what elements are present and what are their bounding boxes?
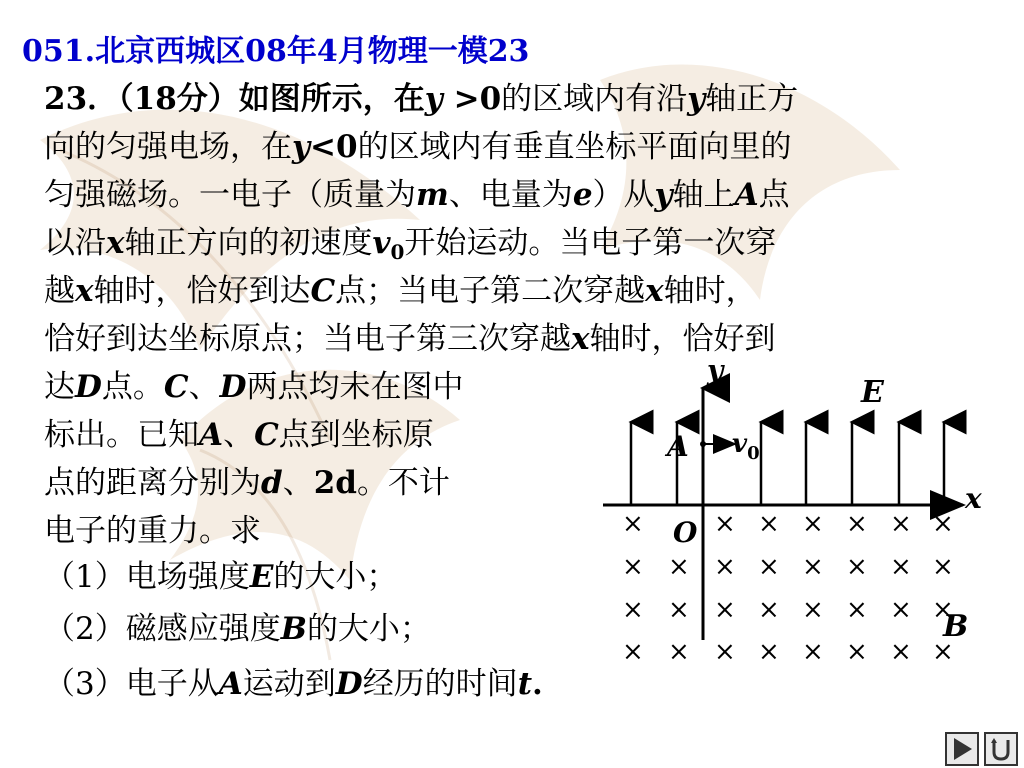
field-diagram [595, 360, 995, 670]
question-2: （2）磁感应强度B的大小； [44, 611, 431, 647]
question-1: （1）电场强度E的大小； [44, 559, 398, 595]
problem-line-9: 点的距离分别为d、2d。不计 [44, 465, 450, 501]
b-field-cross: × [890, 552, 912, 582]
b-field-cross: × [714, 509, 736, 539]
b-field-cross: × [932, 637, 954, 667]
b-field-cross: × [758, 552, 780, 582]
b-field-cross: × [802, 552, 824, 582]
problem-line-2: 向的匀强电场，在y<0的区域内有垂直坐标平面向里的 [44, 129, 792, 165]
b-field-cross: × [622, 552, 644, 582]
b-field-cross: × [846, 552, 868, 582]
b-field-cross: × [846, 637, 868, 667]
b-field-cross: × [802, 637, 824, 667]
b-field-label: B [943, 609, 969, 644]
b-field-cross: × [714, 595, 736, 625]
b-field-cross: × [932, 552, 954, 582]
b-field-cross: × [668, 595, 690, 625]
b-field-cross: × [714, 637, 736, 667]
b-field-cross: × [758, 595, 780, 625]
problem-line-8: 标出。已知A、C点到坐标原 [44, 417, 434, 453]
question-3: （3）电子从A运动到D经历的时间t. [44, 666, 543, 702]
b-field-cross: × [714, 552, 736, 582]
play-button[interactable] [945, 732, 979, 766]
problem-line-1: 23．（18分）如图所示，在y >0的区域内有沿y轴正方 [44, 81, 799, 117]
problem-line-7: 达D点。C、D两点均未在图中 [44, 369, 464, 405]
b-field-cross: × [622, 595, 644, 625]
problem-line-4: 以沿x轴正方向的初速度$v_0$开始运动。当电子第一次穿 [44, 225, 777, 264]
play-triangle-icon [947, 734, 977, 764]
b-field-cross: × [622, 637, 644, 667]
return-button[interactable] [984, 732, 1018, 766]
origin-label: O [673, 516, 698, 549]
b-field-cross: × [890, 509, 912, 539]
b-field-cross: × [932, 509, 954, 539]
b-field-cross: × [802, 595, 824, 625]
point-a-label: A [667, 430, 689, 463]
velocity-label: $v_0$ [732, 429, 760, 464]
b-field-cross: × [668, 552, 690, 582]
return-u-icon [986, 734, 1016, 764]
magnetic-field-crosses [622, 509, 954, 667]
problem-line-10: 电子的重力。求 [44, 513, 261, 549]
page-title: 051.北京西城区08年4月物理一模23 [22, 34, 530, 69]
problem-line-5: 越x轴时，恰好到达C点；当电子第二次穿越x轴时， [44, 273, 757, 309]
b-field-cross: × [758, 509, 780, 539]
b-field-cross: × [932, 595, 954, 625]
b-field-cross: × [802, 509, 824, 539]
problem-line-3: 匀强磁场。一电子（质量为m、电量为e）从y轴上A点 [44, 177, 790, 213]
b-field-cross: × [622, 509, 644, 539]
b-field-cross: × [890, 595, 912, 625]
b-field-cross: × [758, 637, 780, 667]
y-axis-label: y [707, 360, 724, 387]
problem-line-6: 恰好到达坐标原点；当电子第三次穿越x轴时，恰好到 [44, 321, 776, 357]
b-field-cross: × [668, 637, 690, 667]
x-axis-label: x [965, 482, 982, 515]
b-field-cross: × [846, 509, 868, 539]
e-field-label: E [861, 375, 884, 410]
b-field-cross: × [890, 637, 912, 667]
b-field-cross: × [846, 595, 868, 625]
